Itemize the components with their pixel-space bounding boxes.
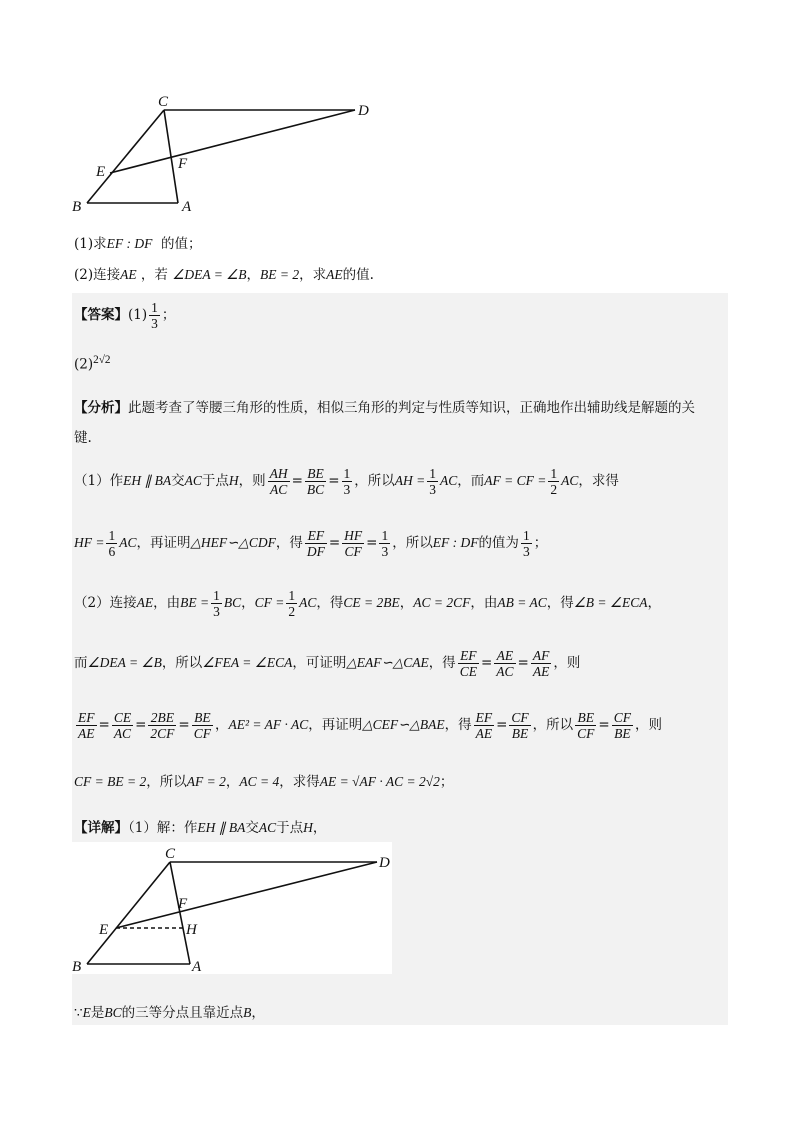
q1-expr: EF : DF <box>106 236 153 251</box>
fig2-label-c: C <box>165 846 176 862</box>
analysis-line-6: 而∠DEA = ∠B，所以∠FEA = ∠ECA，可证明△EAF∽△CAE，得 $\frac{EF}{CE}$ = $\frac{AE}{AC}$ = $\frac{AF}{AE}$ ，则 <box>74 648 581 679</box>
analysis-line-2: 键. <box>74 430 92 446</box>
fig1-label-c: C <box>158 94 169 110</box>
analysis-line-4: HF = $\frac{1}{6}$ AC，再证明△HEF∽△CDF，得 $\frac{EF}{DF}$ = $\frac{HF}{CF}$ = $\frac{1}{3}$ ，所以EF : DF的值为 $\frac{1}{3}$ ； <box>74 528 548 559</box>
fig1-label-e: E <box>96 164 106 180</box>
analysis-line-1: 【分析】此题考查了等腰三角形的性质，相似三角形的判定与性质等知识，正确地作出辅助线是解题的关 <box>74 400 695 416</box>
answer-line-2: $(2)^{2√2}$ <box>74 354 111 373</box>
fig2-label-h: H <box>186 922 197 938</box>
answer-line-1: 【答案】(1) $\frac{1}{3}$ ； <box>74 300 176 331</box>
fig1-label-f: F <box>178 156 188 172</box>
figure-2-svg <box>72 842 392 974</box>
analysis-line-5: （2）连接AE，由BE = $\frac{1}{3}$ BC，CF = $\frac{1}{2}$ AC，得CE = 2BE，AC = 2CF，由AB = AC，得∠B = ∠ECA， <box>74 588 662 619</box>
fig2-label-e: E <box>99 922 109 938</box>
fig2-label-f: F <box>178 896 188 912</box>
figure-1 <box>60 90 390 220</box>
answer-2-value: 2√2 <box>93 354 111 366</box>
figure-1-svg <box>60 90 390 220</box>
question-2: (2)连接AE ，若 ∠DEA = ∠B，BE = 2，求AE的值. <box>74 267 374 283</box>
analysis-line-8: CF = BE = 2，所以AF = 2，AC = 4，求得AE = √AF · AC = 2√2； <box>74 774 454 790</box>
fig1-label-d: D <box>358 103 369 119</box>
fig2-label-b: B <box>72 959 82 974</box>
question-1: (1)求EF : DF 的值； <box>74 236 202 252</box>
fig2-label-a: A <box>192 959 202 974</box>
detail-line-1: 【详解】（1）解：作EH ∥ BA交AC于点H， <box>74 820 327 836</box>
analysis-line-3: （1）作EH ∥ BA交AC于点H，则 $\frac{AH}{AC}$ = $\frac{BE}{BC}$ = $\frac{1}{3}$ ，所以AH = $\frac{1}{3}$ AC，而AF = CF = $\frac{1}{2}$ AC，求得 <box>74 466 619 497</box>
fig1-label-b: B <box>72 199 82 215</box>
fig1-label-a: A <box>182 199 192 215</box>
fig2-label-d: D <box>379 855 390 871</box>
analysis-line-7: $\frac{EF}{AE}$ = $\frac{CE}{AC}$ = $\frac{2BE}{2CF}$ = $\frac{BE}{CF}$ ，AE² = AF · AC，再证明△CEF∽△BAE，得 $\frac{EF}{AE}$ = $\frac{CF}{BE}$ ，所以 $\frac{BE}{CF}$ = $\frac{CF}{BE}$ ，则 <box>78 710 662 741</box>
figure-2 <box>72 842 392 974</box>
detail-line-2: ∵E是BC的三等分点且靠近点B， <box>74 1005 265 1021</box>
